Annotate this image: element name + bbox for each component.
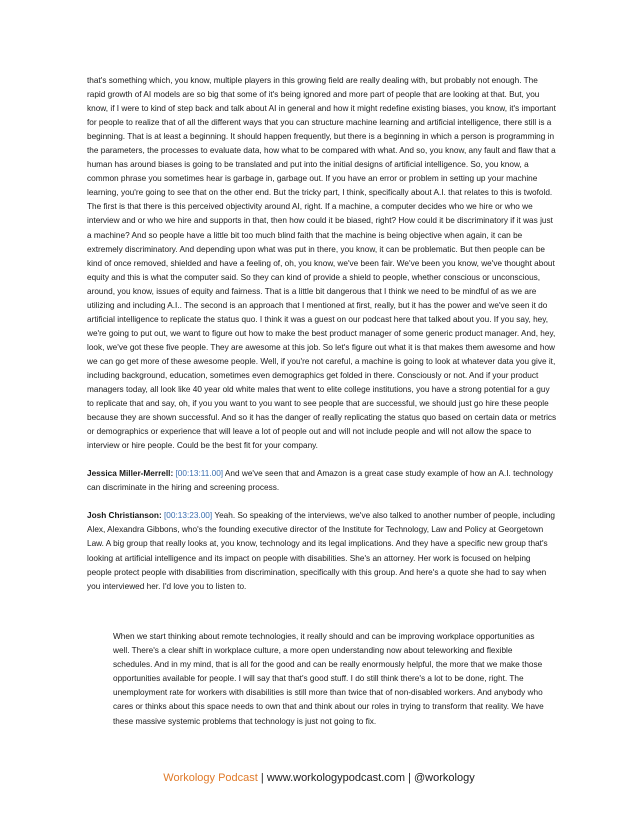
block-quote	[113, 630, 553, 729]
quote-text: When we start thinking about remote technologies, it really should and can be improving workplace opportunities as well. There's a clear shift in workplace culture, a more open understanding now about teleworking and flexible schedules. And in my mind, that is all for the good and can be really enormously helpful, the more that we make those opportunities available for people. I will say that that's good stuff. I do still think there's a lot to be done, right. The unemployment rate for workers with disabilities is still more than twice that of non-disabled workers. And anybody who cares or thinks about this space needs to own that and think about our roles in trying to transform that reality. We have these massive systemic problems that technology is just not going to fix.	[113, 632, 544, 726]
paragraph-text: And we've seen that and Amazon is a great case study example of how an A.I. technology can discriminate in the hiring and screening process.	[87, 469, 554, 493]
timestamp: [00:13:11.00]	[175, 469, 224, 479]
transcript-paragraph: that's something which, you know, multiple players in this growing field are really dealing with, but probably not enough. The rapid growth of AI models are so big that some of it's being ignored and more part of people that are looking at that. But, you know, if I were to kind of step back and talk about AI in general and how it might redefine existing biases, you know, it's important for people to realize that of all the different ways that you can structure machine learning and artificial intelligence, there still is a beginning. That is at least a beginning. It should happen frequently, but there is a beginning in which a person is programming in the parameters, the processes to evaluate data, how what to be compared with what. And so, you know, any fault and flaw that a human has around biases is going to be translated and put into the initial designs of artificial intelligence. So, you know, a common phrase you sometimes hear is garbage in, garbage out. If you have an error or problem in setting up your machine learning, you're going to see that on the other end. But the tricky part, I think, specifically about A.I. that relates to this is twofold. The first is that there is this perceived objectivity around AI, right. If a machine, a computer decides who we hire or who we interview and or who we hire and supports in that, then how could it be biased, right? How could it be discriminatory if it was just a machine? And so people have a little bit too much blind faith that the machine is being objective when again, it can be extremely discriminatory. And depending upon what was put in there, you know, it can be problematic. But then people can be kind of once removed, shielded and have a feeling of, oh, you know, we've been fair. We've been you know, we've thought about equity and this is what the computer said. So they can kind of provide a shield to people, whether conscious or unconscious, around, you know, issues of equity and fairness. That is a little bit dangerous that I think we need to be mindful of as we are utilizing and including A.I.. The second is an approach that I mentioned at first, really, but it has the power and we've seen it do artificial intelligence to replicate the status quo. I think it was a guest on our podcast here that talked about you. If you say, hey, we're going to put out, we want to figure out how to make the best product manager of some generic product manager. And, hey, look, we've got these five people. They are awesome at this job. So let's figure out what it is that makes them awesome and how we can go get more of these awesome people. Well, if you're not careful, a machine is going to look at whatever data you give it, including background, education, sometimes even demographics get folded in there. Consciously or not. And if your product managers today, all look like 40 year old white males that went to elite college institutions, you have a strong potential for a guy to replicate that and say, oh, if you you want to you want to see people that are successful, we should just go hire these people because they are shown successful. And so it has the danger of really replicating the status quo based on certain data or metrics or demographics or experience that will leave a lot of people out and will not include people and will not allow the space to interview or hire people. Could be the best fit for your company.	[87, 76, 557, 451]
speaker-name: Jessica Miller-Merrell:	[87, 469, 174, 479]
transcript-body	[87, 74, 557, 608]
speaker-name: Josh Christianson:	[87, 511, 162, 521]
timestamp: [00:13:23.00]	[164, 511, 213, 521]
footer-handle: @workology	[414, 772, 475, 784]
transcript-paragraph	[87, 467, 557, 495]
footer-url: www.workologypodcast.com	[266, 772, 406, 784]
page-footer	[0, 771, 638, 785]
transcript-paragraph	[87, 509, 557, 593]
footer-brand: Workology Podcast	[163, 772, 258, 784]
footer-separator: |	[257, 772, 267, 784]
paragraph-text: Yeah. So speaking of the interviews, we've also talked to another number of people, including Alex, Alexandra Gibbons, who's the founding executive director of the Institute for Technology, Law and Policy at Georgetown Law. A big group that really looks at, you know, technology and its legal implications. And they have a specific new group that's looking at artificial intelligence and its impact on people with disabilities. She's an attorney. Her work is focused on helping people protect people with disabilities from discrimination, specifically with this group. And here's a quote she had to say when you interviewed her. I'd love you to listen to.	[87, 511, 555, 591]
footer-separator: |	[405, 772, 414, 784]
